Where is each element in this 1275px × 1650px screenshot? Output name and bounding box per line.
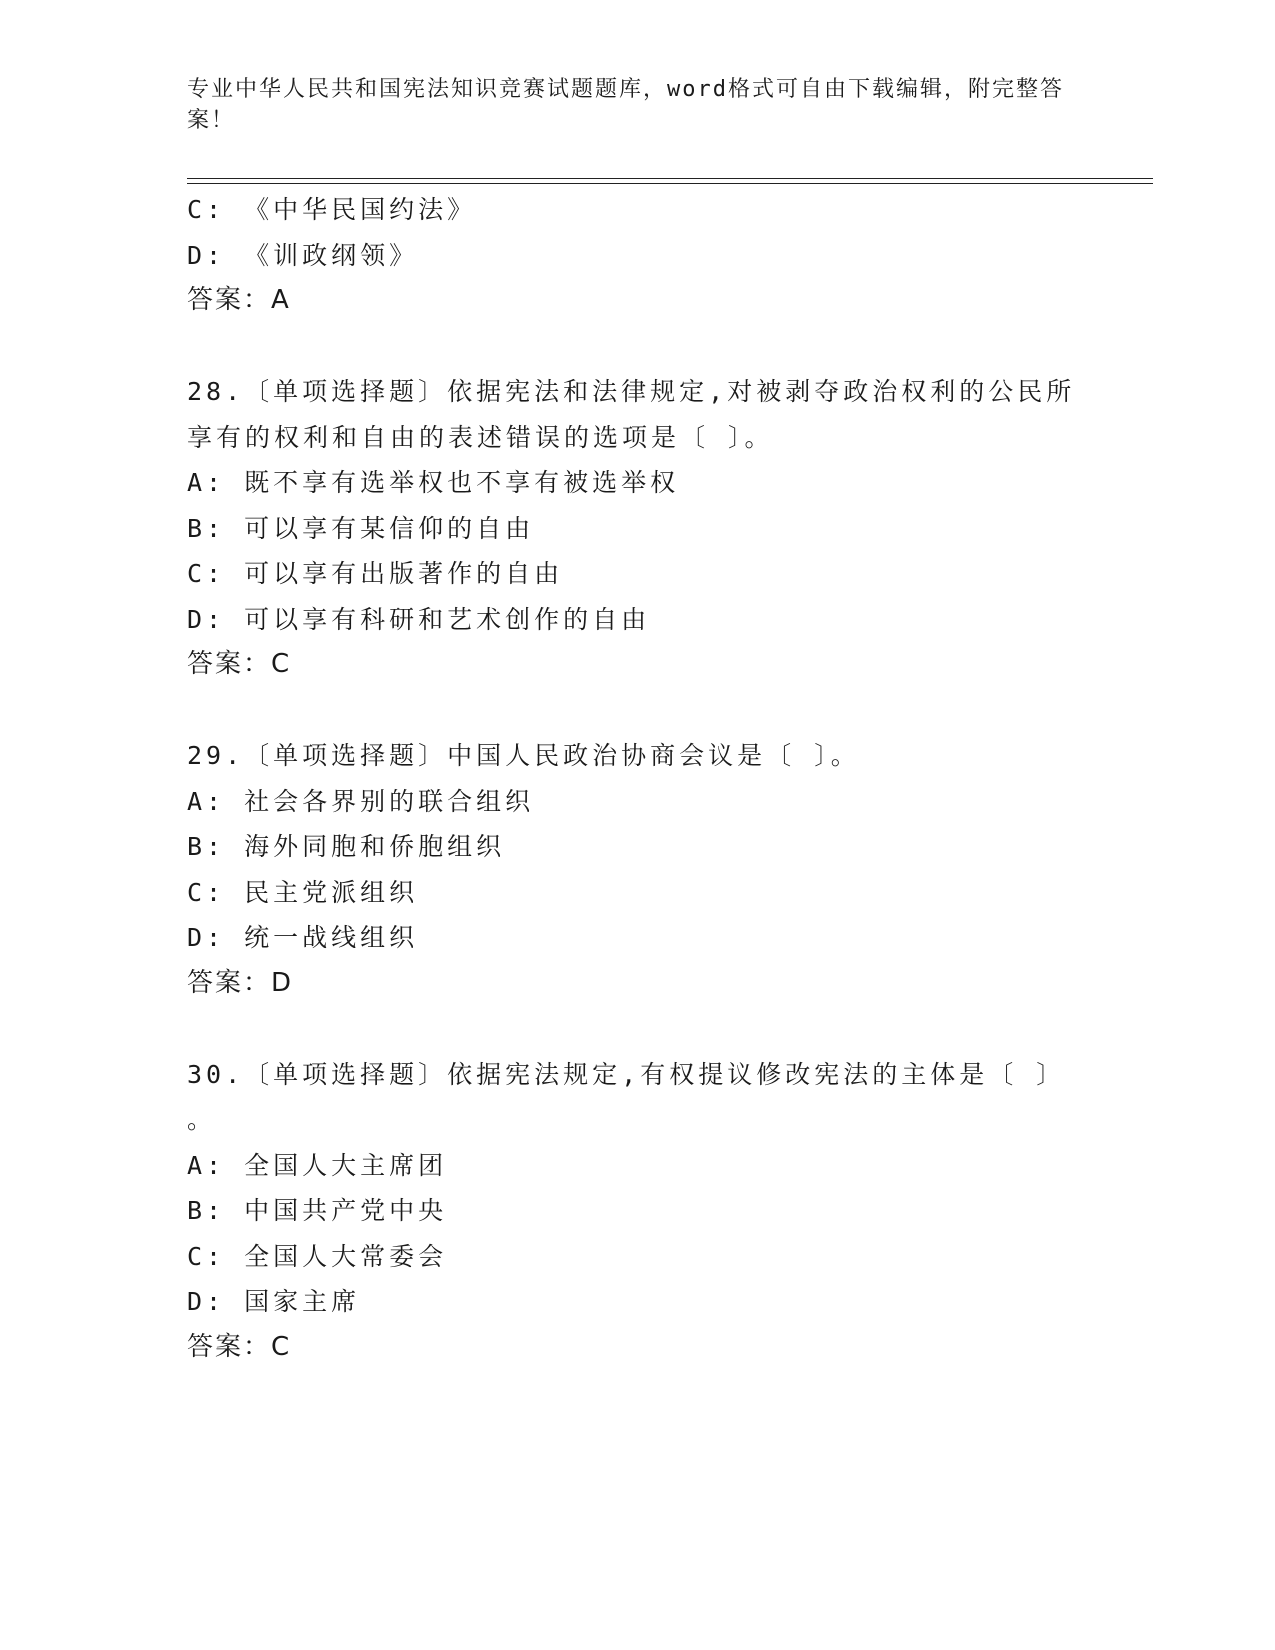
option-c: C: 全国人大常委会 bbox=[187, 1241, 448, 1271]
question-29 bbox=[187, 733, 1067, 1006]
answer-line: 答案：C bbox=[187, 649, 292, 679]
header-rule-bottom bbox=[187, 183, 1153, 184]
option-d: D: 《训政纲领》 bbox=[187, 240, 419, 270]
option-a: A: 全国人大主席团 bbox=[187, 1150, 448, 1180]
option-d: D: 可以享有科研和艺术创作的自由 bbox=[187, 604, 651, 634]
question-text-line-2: 享有的权利和自由的表述错误的选项是〔 〕。 bbox=[187, 422, 774, 452]
question-spacer bbox=[187, 688, 1067, 734]
prev-question-block bbox=[187, 187, 1067, 324]
answer-line: 答案：A bbox=[187, 285, 291, 315]
option-c: C: 可以享有出版著作的自由 bbox=[187, 559, 564, 588]
question-text-line-1: 30.〔单项选择题〕依据宪法规定,有权提议修改宪法的主体是〔 〕 bbox=[187, 1059, 1066, 1089]
question-30 bbox=[187, 1052, 1067, 1371]
option-b: B: 可以享有某信仰的自由 bbox=[187, 513, 535, 543]
option-b: B: 中国共产党中央 bbox=[187, 1196, 448, 1225]
option-a: A: 社会各界别的联合组织 bbox=[187, 786, 535, 816]
answer-line: 答案：C bbox=[187, 1331, 292, 1362]
option-d: D: 统一战线组织 bbox=[187, 923, 419, 952]
question-spacer bbox=[187, 324, 1067, 370]
document-body bbox=[187, 187, 1076, 1370]
question-text-line-1: 29.〔单项选择题〕中国人民政治协商会议是〔 〕。 bbox=[187, 741, 860, 770]
document-header bbox=[187, 74, 1067, 136]
question-28 bbox=[187, 369, 1076, 688]
answer-line: 答案：D bbox=[187, 967, 294, 998]
option-c: C: 《中华民国约法》 bbox=[187, 195, 477, 224]
question-spacer bbox=[187, 1006, 1067, 1052]
option-d: D: 国家主席 bbox=[187, 1287, 361, 1316]
option-c: C: 民主党派组织 bbox=[187, 877, 419, 907]
header-text: 专业中华人民共和国宪法知识竞赛试题题库，word格式可自由下载编辑，附完整答案！ bbox=[187, 77, 1064, 133]
question-text-line-1: 28.〔单项选择题〕依据宪法和法律规定,对被剥夺政治权利的公民所 bbox=[187, 377, 1076, 406]
question-text-line-2: 。 bbox=[187, 1105, 217, 1134]
option-a: A: 既不享有选举权也不享有被选举权 bbox=[187, 468, 680, 497]
header-rule-top bbox=[187, 178, 1153, 179]
option-b: B: 海外同胞和侨胞组织 bbox=[187, 832, 506, 861]
